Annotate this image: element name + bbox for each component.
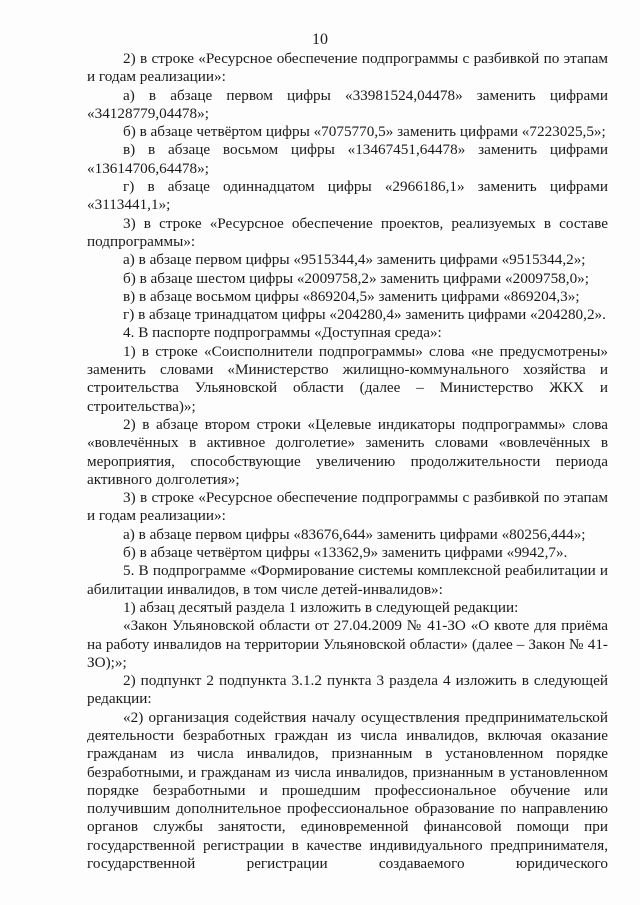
paragraph: 2) в строке «Ресурсное обеспечение подпрограммы с разбивкой по этапам и годам реализации»: (87, 50, 608, 86)
paragraph: в) в абзаце восьмом цифры «13467451,64478» заменить цифрами «13614706,64478»; (87, 141, 608, 177)
paragraph: б) в абзаце четвёртом цифры «7075770,5» заменить цифрами «7223025,5»; (123, 123, 606, 141)
paragraph: а) в абзаце первом цифры «9515344,4» заменить цифрами «9515344,2»; (123, 251, 586, 269)
paragraph: 1) абзац десятый раздела 1 изложить в следующей редакции: (123, 598, 519, 616)
paragraph: б) в абзаце четвёртом цифры «13362,9» заменить цифрами «9942,7». (123, 544, 568, 562)
paragraph: 3) в строке «Ресурсное обеспечение проектов, реализуемых в составе подпрограммы»: (87, 214, 608, 250)
paragraph: а) в абзаце первом цифры «33981524,04478» заменить цифрами «34128779,04478»; (87, 86, 608, 122)
paragraph: 2) подпункт 2 подпункта 3.1.2 пункта 3 раздела 4 изложить в следующей редакции: (87, 672, 608, 708)
document-body (87, 50, 608, 873)
paragraph: «Закон Ульяновской области от 27.04.2009 № 41-ЗО «О квоте для приёма на работу инвалидов на территории Ульяновской области» (далее – Закон № 41-ЗО);»; (87, 617, 608, 671)
paragraph: г) в абзаце тринадцатом цифры «204280,4» заменить цифрами «204280,2». (123, 306, 606, 324)
paragraph: 3) в строке «Ресурсное обеспечение подпрограммы с разбивкой по этапам и годам реализации»: (87, 489, 608, 525)
paragraph: в) в абзаце восьмом цифры «869204,5» заменить цифрами «869204,3»; (123, 287, 580, 305)
paragraph: 2) в абзаце втором строки «Целевые индикаторы подпрограммы» слова «вовлечённых в активное долголетие» заменить словами «вовлечённых в мероприятия, способствующие увеличению продолжительности периода активного долголетия»; (87, 415, 608, 488)
page-number: 10 (312, 31, 328, 48)
paragraph: а) в абзаце первом цифры «83676,644» заменить цифрами «80256,444»; (123, 525, 586, 543)
paragraph: 1) в строке «Соисполнители подпрограммы» слова «не предусмотрены» заменить словами «Министерство жилищно-коммунального хозяйства и строительства Ульяновской области (далее – Министерство ЖКХ и строительства)»; (87, 342, 608, 415)
paragraph: г) в абзаце одиннадцатом цифры «2966186,1» заменить цифрами «3113441,1»; (87, 178, 608, 214)
paragraph: «2) организация содействия началу осуществления предпринимательской деятельности безработных граждан из числа инвалидов, включая оказание гражданам из числа инвалидов, признанным в установленном порядке безработными, и гражданам из числа инвалидов, признанным в установленном порядке безработными и прошедшим профессиональное обучение или получившим дополнительное профессиональное образование по направлению органов службы занятости, единовременной финансовой помощи при государственной регистрации в качестве индивидуального предпринимателя, государственной регистрации создаваемого юридического (87, 708, 608, 873)
paragraph: б) в абзаце шестом цифры «2009758,2» заменить цифрами «2009758,0»; (123, 269, 589, 287)
paragraph: 5. В подпрограмме «Формирование системы комплексной реабилитации и абилитации инвалидов, в том числе детей-инвалидов»: (87, 562, 608, 598)
paragraph: 4. В паспорте подпрограммы «Доступная среда»: (123, 324, 442, 342)
